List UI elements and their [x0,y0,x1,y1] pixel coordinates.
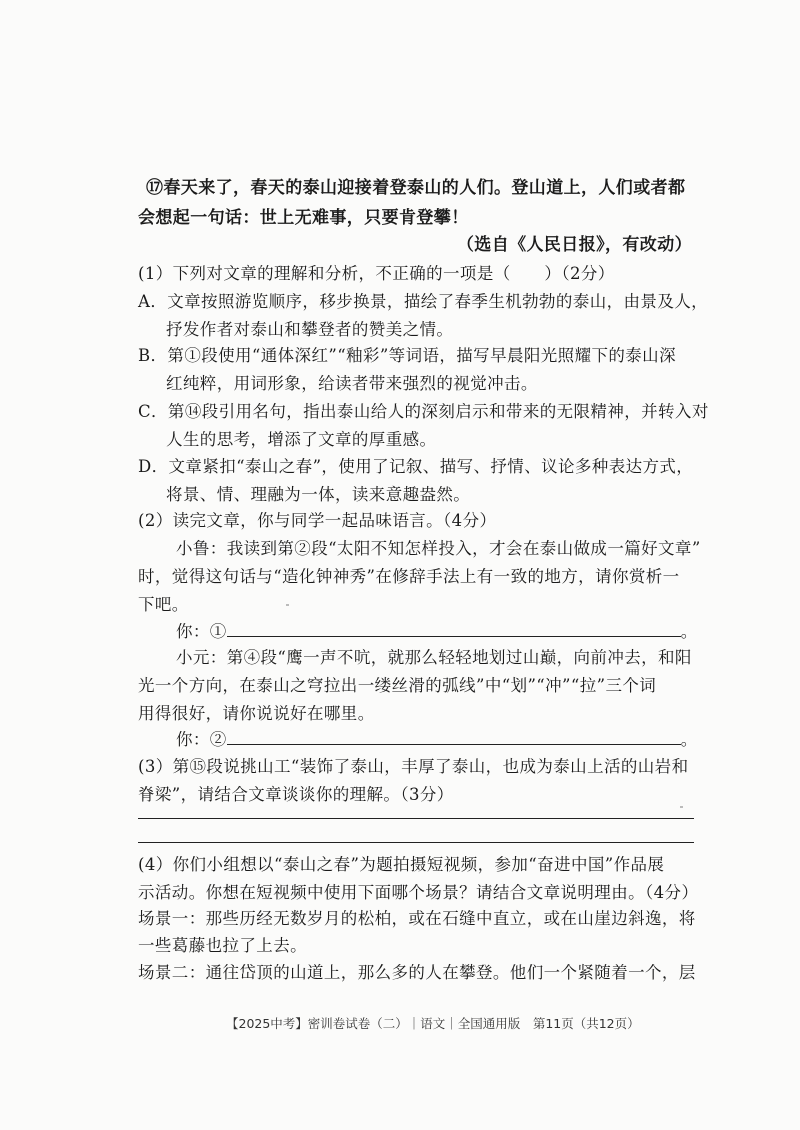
q3-answer-line-2[interactable] [138,842,694,843]
q2-xiaolu-line1: 小鲁：我读到第②段“太阳不知怎样投入，才会在泰山做成一篇好文章” [176,539,701,558]
q2-answer-label-2: 你：② [176,730,227,749]
q4-line2: 示活动。你想在短视频中使用下面哪个场景？请结合文章说明理由。（4分） [138,883,699,902]
q2-xiaolu-line3: 下吧。 [138,595,189,614]
passage-para17-line2: 会想起一句话：世上无难事，只要肯登攀！ [138,208,469,228]
q1-stem: (1）下列对文章的理解和分析，不正确的一项是（ ）（2分） [138,264,615,283]
q4-scene1-line2: 一些葛藤也拉了上去。 [138,936,307,955]
q2-answer-row-1 [176,620,698,644]
q2-xiaoyuan-line2: 光一个方向，在泰山之穹拉出一缕丝滑的弧线”中“划”“冲”“拉”三个词 [138,676,657,695]
passage-para17-line1: ⑰春天来了，春天的泰山迎接着登泰山的人们。登山道上，人们或者都 [146,178,686,198]
passage-source: （选自《人民日报》，有改动） [456,235,692,255]
q2-answer-end-1: 。 [680,622,698,641]
q1-option-c-line1: C．第⑭段引用名句，指出泰山给人的深刻启示和带来的无限精神，并转入对 [138,402,709,421]
q1-option-a-line2: 抒发作者对泰山和攀登者的赞美之情。 [166,320,454,339]
q1-option-b-line1: B．第①段使用“通体深红”“釉彩”等词语，描写早晨阳光照耀下的泰山深 [138,346,676,365]
q1-option-d-line2: 将景、情、理融为一体，读来意趣盎然。 [166,485,471,504]
q2-answer-label-1: 你：① [176,622,227,641]
q2-xiaolu-line2: 时，觉得这句话与“造化钟神秀”在修辞手法上有一致的地方，请你赏析一 [138,567,680,586]
q2-xiaoyuan-line3: 用得很好，请你说说好在哪里。 [138,704,375,723]
q3-line2: 脊梁”，请结合文章谈谈你的理解。（3分） [138,785,454,804]
q1-option-b-line2: 红纯粹，用词形象，给读者带来强烈的视觉冲击。 [166,374,538,393]
q4-scene2-line1: 场景二：通往岱顶的山道上，那么多的人在攀登。他们一个紧随着一个，层 [138,963,696,982]
q2-stem: (2）读完文章，你与同学一起品味语言。（4分） [138,511,497,530]
q1-option-a-line1: A．文章按照游览顺序，移步换景，描绘了春季生机勃勃的泰山，由景及人， [138,292,709,311]
q2-answer-row-2 [176,728,698,752]
q1-option-d-line1: D．文章紧扣“泰山之春”，使用了记叙、描写、抒情、议论多种表达方式， [138,457,694,476]
q4-scene1-line1: 场景一：那些历经无数岁月的松柏，或在石缝中直立，或在山崖边斜逸，将 [138,909,696,928]
q2-answer-blank-2[interactable] [227,730,681,745]
q2-answer-blank-1[interactable] [227,622,681,637]
scan-speck [286,604,289,606]
scan-speck [680,806,683,808]
q4-line1: (4）你们小组想以“泰山之春”为题拍摄短视频，参加“奋进中国”作品展 [138,855,665,874]
q1-option-c-line2: 人生的思考，增添了文章的厚重感。 [166,430,437,449]
q3-answer-line-1[interactable] [138,818,694,819]
page-footer: 【2025中考】密训卷试卷（二）｜语文｜全国通用版 第11页（共12页） [226,1016,640,1031]
q2-xiaoyuan-line1: 小元：第④段“鹰一声不吭，就那么轻轻地划过山巅，向前冲去，和阳 [176,648,692,667]
q3-line1: (3）第⑮段说挑山工“装饰了泰山，丰厚了泰山，也成为泰山上活的山岩和 [138,757,689,776]
q2-answer-end-2: 。 [680,730,698,749]
